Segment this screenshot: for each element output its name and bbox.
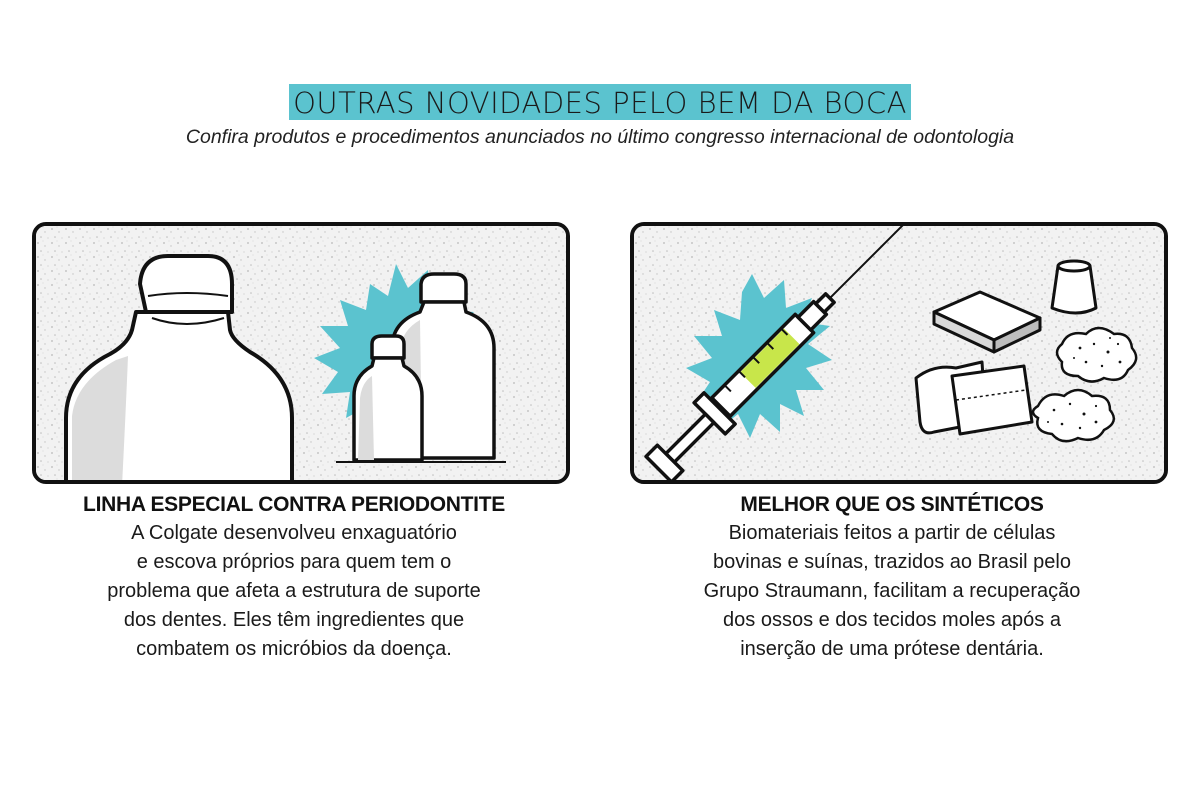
biomaterials-illustration [634,226,1164,480]
mouthwash-illustration-panel [32,222,570,484]
membrane-sheet-icon [916,362,1032,434]
card-caption-sinteticos [612,493,1172,664]
biomaterial-cone-icon [1052,261,1096,313]
biomaterials-illustration-panel [630,222,1168,484]
card-text-line: dos ossos e dos tecidos moles após a [723,609,1061,631]
card-text-line: problema que afeta a estrutura de suporte [107,580,481,602]
card-text-line: combatem os micróbios da doença. [136,638,452,660]
card-caption-periodontite [14,493,574,664]
header [0,84,1200,149]
card-text-line: dos dentes. Eles têm ingredientes que [123,609,465,631]
card-text-line: bovinas e suínas, trazidos ao Brasil pelo [713,551,1071,573]
mouthwash-illustration [36,226,566,480]
card-text-line: e escova próprios para quem tem o [136,551,452,573]
card-title: LINHA ESPECIAL CONTRA PERIODONTITE [83,493,505,516]
page-subtitle: Confira produtos e procedimentos anunciados no último congresso internacional de odontologia [185,126,1015,148]
card-text-line: inserção de uma prótese dentária. [740,638,1044,660]
card-title: MELHOR QUE OS SINTÉTICOS [740,493,1044,516]
page-title: OUTRAS NOVIDADES PELO BEM DA BOCA [289,84,911,120]
card-text-line: A Colgate desenvolveu enxaguatório [131,522,457,544]
card-text-line: Grupo Straumann, facilitam a recuperação [703,580,1081,602]
card-text-line: Biomateriais feitos a partir de células [728,522,1056,544]
